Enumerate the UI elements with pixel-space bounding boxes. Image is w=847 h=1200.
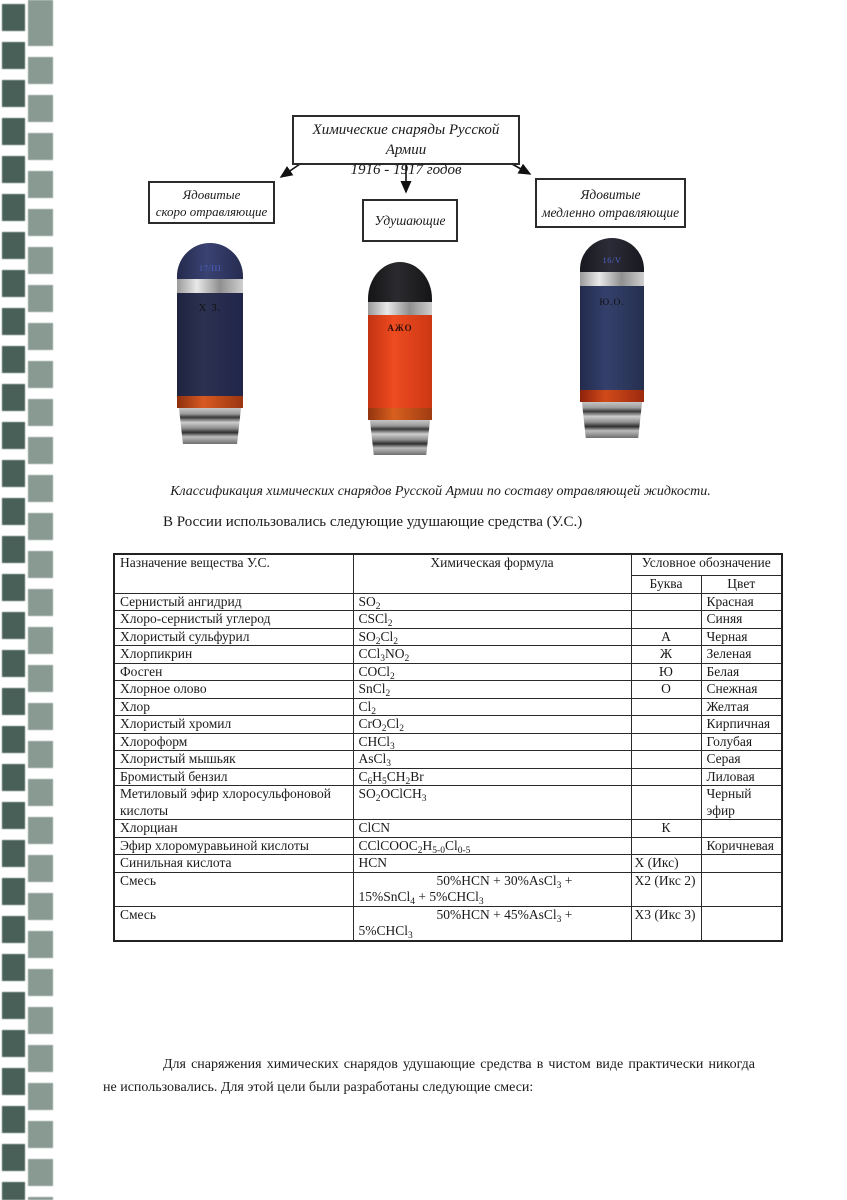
diagram-box-choking bbox=[362, 199, 458, 242]
shell-body bbox=[368, 315, 432, 408]
shell-nose bbox=[177, 243, 243, 279]
color-cell: Белая bbox=[701, 663, 782, 681]
color-cell: Лиловая bbox=[701, 768, 782, 786]
color-cell: Кирпичная bbox=[701, 716, 782, 734]
table-row bbox=[114, 681, 782, 699]
shell-choking bbox=[368, 262, 432, 455]
letter-cell bbox=[631, 768, 701, 786]
table-header-substance: Назначение вещества У.С. bbox=[114, 554, 353, 593]
shell-ring bbox=[177, 396, 243, 408]
color-cell: Черная bbox=[701, 628, 782, 646]
substance-name-cell: Эфир хлоромуравьиной кислоты bbox=[114, 837, 353, 855]
letter-cell bbox=[631, 786, 701, 820]
color-cell bbox=[701, 855, 782, 873]
substance-name-cell: Смесь bbox=[114, 906, 353, 941]
substance-name-cell: Хлорное олово bbox=[114, 681, 353, 699]
shell-body bbox=[580, 286, 644, 390]
shell-body bbox=[177, 293, 243, 396]
substance-name-cell: Фосген bbox=[114, 663, 353, 681]
letter-cell: А bbox=[631, 628, 701, 646]
shell-driving-band bbox=[580, 272, 644, 286]
shell-base bbox=[368, 420, 432, 455]
substance-name-cell: Хлороформ bbox=[114, 733, 353, 751]
shell-body-label: Х 3. bbox=[198, 302, 222, 314]
formula-cell: $SO_2Cl_2$ bbox=[353, 628, 631, 646]
shell-nose bbox=[580, 238, 644, 272]
shell-ring bbox=[580, 390, 644, 402]
color-cell: Серая bbox=[701, 751, 782, 769]
substance-name-cell: Смесь bbox=[114, 872, 353, 906]
color-cell bbox=[701, 872, 782, 906]
shell-nose bbox=[368, 262, 432, 302]
shell-slow-poison bbox=[580, 238, 644, 438]
letter-cell bbox=[631, 751, 701, 769]
diagram-box-fast-line1: Ядовитые bbox=[182, 187, 241, 202]
table-header-formula: Химическая формула bbox=[353, 554, 631, 593]
letter-cell bbox=[631, 698, 701, 716]
letter-cell bbox=[631, 716, 701, 734]
table-row bbox=[114, 855, 782, 873]
letter-cell: Ю bbox=[631, 663, 701, 681]
table-header-designation: Условное обозначение bbox=[631, 554, 782, 576]
color-cell: Снежная bbox=[701, 681, 782, 699]
formula-cell: $CClCOOC_2H_{5-0}Cl_{0-5}$ bbox=[353, 837, 631, 855]
diagram-box-slow-line1: Ядовитые bbox=[580, 187, 641, 202]
table-row bbox=[114, 751, 782, 769]
table-header-color: Цвет bbox=[701, 576, 782, 594]
color-cell: Желтая bbox=[701, 698, 782, 716]
shell-base bbox=[580, 402, 644, 438]
letter-cell: К bbox=[631, 820, 701, 838]
color-cell: Синяя bbox=[701, 611, 782, 629]
formula-cell: $C_6H_5CH_2Br$ bbox=[353, 768, 631, 786]
shell-tip-label: 16/V bbox=[602, 255, 622, 265]
color-cell: Коричневая bbox=[701, 837, 782, 855]
diagram-box-slow-poison bbox=[535, 178, 686, 228]
substance-name-cell: Хлоро-сернистый углерод bbox=[114, 611, 353, 629]
diagram-root-title-line1: Химические снаряды Русской Армии bbox=[312, 122, 500, 158]
substance-name-cell: Хлорциан bbox=[114, 820, 353, 838]
table-row bbox=[114, 628, 782, 646]
formula-cell: $CCl_3NO_2$ bbox=[353, 646, 631, 664]
substance-name-cell: Сернистый ангидрид bbox=[114, 593, 353, 611]
substance-name-cell: Хлор bbox=[114, 698, 353, 716]
color-cell: Черный эфир bbox=[701, 786, 782, 820]
shell-ring bbox=[368, 408, 432, 420]
table-row bbox=[114, 663, 782, 681]
color-cell: Зеленая bbox=[701, 646, 782, 664]
table-body bbox=[114, 593, 782, 941]
letter-cell: Х3 (Икс 3) bbox=[631, 906, 701, 941]
diagram-box-choking-line1: Удушающие bbox=[374, 213, 446, 228]
shell-body-label: АЖО bbox=[387, 323, 413, 333]
shell-body-label: Ю.О. bbox=[599, 298, 625, 308]
formula-cell: HCN bbox=[353, 855, 631, 873]
shell-driving-band bbox=[177, 279, 243, 293]
formula-cell: $SO_2OClCH_3$ bbox=[353, 786, 631, 820]
table-row bbox=[114, 716, 782, 734]
table-row bbox=[114, 837, 782, 855]
letter-cell: Х2 (Икс 2) bbox=[631, 872, 701, 906]
formula-cell: AsCl$_3$ bbox=[353, 751, 631, 769]
diagram-root-box bbox=[292, 115, 520, 178]
color-cell: Голубая bbox=[701, 733, 782, 751]
diagram-root-title-line2: 1916 - 1917 годов bbox=[350, 162, 462, 178]
diagram-box-fast-poison bbox=[148, 181, 275, 224]
table-row bbox=[114, 786, 782, 820]
letter-cell bbox=[631, 733, 701, 751]
shell-driving-band bbox=[368, 302, 432, 315]
letter-cell: О bbox=[631, 681, 701, 699]
substance-name-cell: Метиловый эфир хлоросульфоновой кислоты bbox=[114, 786, 353, 820]
formula-cell: $SO_2$ bbox=[353, 593, 631, 611]
formula-cell: 50%HCN + 30%AsCl$_3$ + 15%SnCl$_4$ + 5%CHCl$_3$ bbox=[353, 872, 631, 906]
letter-cell bbox=[631, 837, 701, 855]
formula-cell: CHCl$_3$ bbox=[353, 733, 631, 751]
formula-cell: 50%HCN + 45%AsCl$_3$ + 5%CHCl$_3$ bbox=[353, 906, 631, 941]
substance-name-cell: Хлористый хромил bbox=[114, 716, 353, 734]
shell-tip-label: 17/III bbox=[198, 263, 222, 273]
substance-name-cell: Хлорпикрин bbox=[114, 646, 353, 664]
color-cell bbox=[701, 906, 782, 941]
formula-cell: ClCN bbox=[353, 820, 631, 838]
letter-cell: Ж bbox=[631, 646, 701, 664]
formula-cell: CSCl$_2$ bbox=[353, 611, 631, 629]
table-row bbox=[114, 593, 782, 611]
substance-name-cell: Хлористый мышьяк bbox=[114, 751, 353, 769]
substance-name-cell: Хлористый сульфурил bbox=[114, 628, 353, 646]
table-row bbox=[114, 768, 782, 786]
letter-cell: Х (Икс) bbox=[631, 855, 701, 873]
table-row bbox=[114, 906, 782, 941]
formula-cell: SnCl$_2$ bbox=[353, 681, 631, 699]
table-row bbox=[114, 646, 782, 664]
letter-cell bbox=[631, 611, 701, 629]
table-row bbox=[114, 611, 782, 629]
formula-cell: $Cl_2$ bbox=[353, 698, 631, 716]
shell-fast-poison bbox=[177, 243, 243, 444]
intro-text: В России использовались следующие удушающие средства (У.С.) bbox=[163, 514, 583, 530]
diagram-box-fast-line2: скоро отравляющие bbox=[155, 204, 268, 219]
shell-base bbox=[177, 408, 243, 444]
substance-name-cell: Синильная кислота bbox=[114, 855, 353, 873]
table-row bbox=[114, 872, 782, 906]
diagram-box-slow-line2: медленно отравляющие bbox=[541, 205, 680, 220]
formula-cell: COCl$_2$ bbox=[353, 663, 631, 681]
color-cell: Красная bbox=[701, 593, 782, 611]
footer-paragraph: Для снаряжения химических снарядов удушающие средства в чистом виде практически никогда не использовались. Для этой цели были разработаны следующие смеси: bbox=[103, 1057, 755, 1095]
figure-caption: Классификация химических снарядов Русской Армии по составу отравляющей жидкости. bbox=[170, 484, 711, 499]
table-row bbox=[114, 820, 782, 838]
table-header-letter: Буква bbox=[631, 576, 701, 594]
table-row bbox=[114, 733, 782, 751]
letter-cell bbox=[631, 593, 701, 611]
color-cell bbox=[701, 820, 782, 838]
table-row bbox=[114, 698, 782, 716]
substance-name-cell: Бромистый бензил bbox=[114, 768, 353, 786]
formula-cell: $CrO_2Cl_2$ bbox=[353, 716, 631, 734]
substances-table bbox=[113, 553, 783, 942]
